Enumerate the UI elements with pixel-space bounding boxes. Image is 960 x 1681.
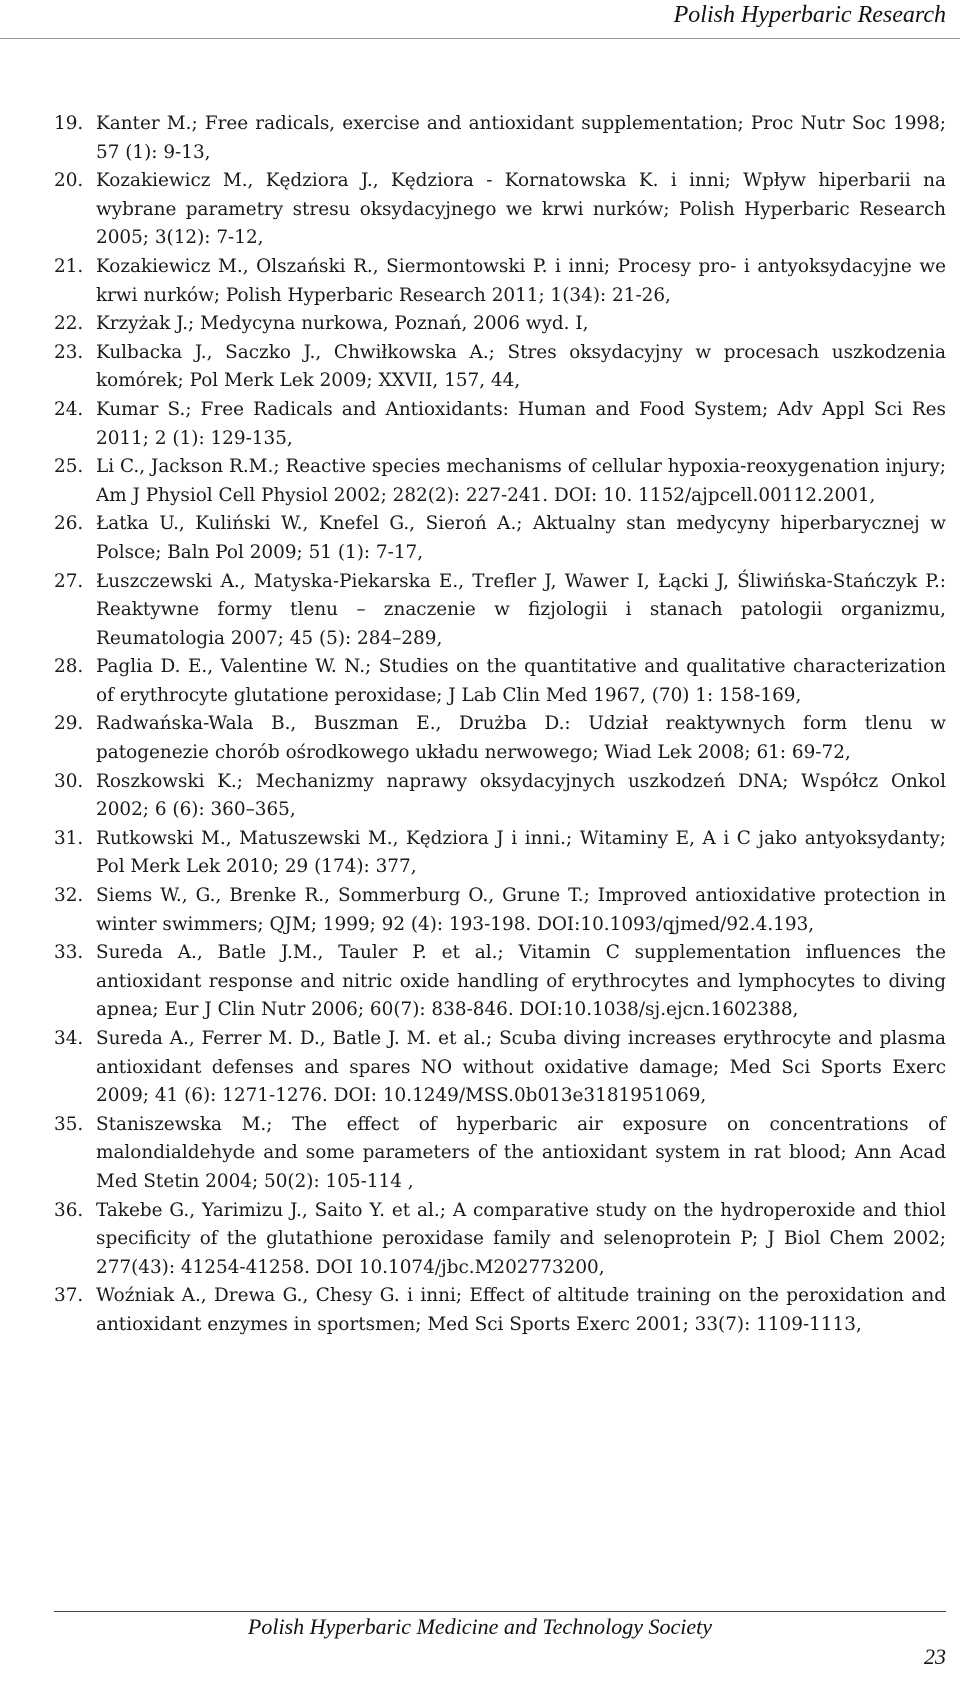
- reference-text: Roszkowski K.; Mechanizmy naprawy oksydacyjnych uszkodzeń DNA; Współcz Onkol 2002; 6 (6): 360–365,: [96, 770, 946, 821]
- reference-item: [54, 825, 946, 882]
- reference-item: [54, 882, 946, 939]
- reference-number: 35.: [54, 1113, 84, 1135]
- reference-number: 34.: [54, 1028, 84, 1049]
- reference-item: [54, 1282, 946, 1339]
- reference-number: 29.: [54, 713, 84, 735]
- reference-number: 31.: [54, 827, 84, 849]
- reference-text: Kulbacka J., Saczko J., Chwiłkowska A.; Stres oksydacyjny w procesach uszkodzenia komórek; Pol Merk Lek 2009; XXVII, 157, 44,: [96, 341, 946, 392]
- reference-item: [54, 1025, 946, 1111]
- reference-number: 24.: [54, 398, 84, 420]
- reference-number: 27.: [54, 570, 84, 592]
- reference-text: Woźniak A., Drewa G., Chesy G. i inni; Effect of altitude training on the peroxidation and antioxidant enzymes in sportsmen; Med Sci Sports Exerc 2001; 33(7): 1109-1113,: [96, 1285, 946, 1335]
- reference-item: [54, 1111, 946, 1197]
- reference-item: [54, 568, 946, 654]
- reference-number: 36.: [54, 1199, 84, 1221]
- reference-number: 23.: [54, 341, 84, 363]
- reference-number: 21.: [54, 255, 84, 277]
- reference-number: 22.: [54, 313, 84, 335]
- reference-text: Paglia D. E., Valentine W. N.; Studies on the quantitative and qualitative characterization of erythrocyte glutatione peroxidase; J Lab Clin Med 1967, (70) 1: 158-169,: [96, 656, 946, 706]
- running-head-journal-title: Polish Hyperbaric Research: [673, 2, 946, 28]
- reference-text: Sureda A., Batle J.M., Tauler P. et al.; Vitamin C supplementation influences the antioxidant response and nitric oxide handling of erythrocytes and lymphocytes to diving apnea; Eur J Clin Nutr 2006; 60(7): 838-846. DOI:10.1038/sj.ejcn.1602388,: [96, 942, 946, 1021]
- reference-item: [54, 339, 946, 396]
- reference-item: [54, 653, 946, 710]
- reference-text: Takebe G., Yarimizu J., Saito Y. et al.; A comparative study on the hydroperoxide and thiol specificity of the glutathione peroxidase family and selenoprotein P; J Biol Chem 2002; 277(43): 41254-41258. DOI 10.1074/jbc.M202773200,: [96, 1199, 946, 1278]
- reference-number: 25.: [54, 456, 84, 478]
- reference-text: Kozakiewicz M., Olszański R., Siermontowski P. i inni; Procesy pro- i antyoksydacyjne we krwi nurków; Polish Hyperbaric Research 2011; 1(34): 21-26,: [96, 255, 946, 306]
- reference-number: 28.: [54, 656, 84, 678]
- reference-item: [54, 310, 946, 339]
- reference-text: Kozakiewicz M., Kędziora J., Kędziora - Kornatowska K. i inni; Wpływ hiperbarii na wybrane parametry stresu oksydacyjnego we krwi nurków; Polish Hyperbaric Research 2005; 3(12): 7-12,: [96, 170, 946, 249]
- reference-item: [54, 253, 946, 310]
- reference-number: 33.: [54, 942, 84, 964]
- reference-text: Łuszczewski A., Matyska-Piekarska E., Trefler J, Wawer I, Łącki J, Śliwińska-Stańczyk P.: Reaktywne formy tlenu – znaczenie w fizjologii i stanach patologii organizmu, Reumatologia 2007; 45 (5): 284–289,: [96, 570, 946, 649]
- reference-number: 30.: [54, 770, 84, 792]
- reference-item: [54, 939, 946, 1025]
- reference-number: 20.: [54, 170, 84, 192]
- reference-text: Li C., Jackson R.M.; Reactive species mechanisms of cellular hypoxia-reoxygenation injury; Am J Physiol Cell Physiol 2002; 282(2): 227-241. DOI: 10. 1152/ajpcell.00112.2001,: [96, 456, 946, 506]
- reference-text: Krzyżak J.; Medycyna nurkowa, Poznań, 2006 wyd. I,: [96, 313, 589, 335]
- reference-item: [54, 710, 946, 767]
- reference-item: [54, 453, 946, 510]
- reference-item: [54, 396, 946, 453]
- reference-text: Siems W., G., Brenke R., Sommerburg O., Grune T.; Improved antioxidative protection in winter swimmers; QJM; 1999; 92 (4): 193-198. DOI:10.1093/qjmed/92.4.193,: [96, 885, 946, 935]
- reference-item: [54, 510, 946, 567]
- footer-divider: [54, 1611, 946, 1612]
- reference-number: 19.: [54, 113, 84, 134]
- reference-text: Sureda A., Ferrer M. D., Batle J. M. et al.; Scuba diving increases erythrocyte and plasma antioxidant defenses and spares NO without oxidative damage; Med Sci Sports Exerc 2009; 41 (6): 1271-1276. DOI: 10.1249/MSS.0b013e3181951069,: [96, 1028, 946, 1107]
- reference-text: Rutkowski M., Matuszewski M., Kędziora J i inni.; Witaminy E, A i C jako antyoksydanty; Pol Merk Lek 2010; 29 (174): 377,: [96, 827, 946, 878]
- header-divider: [0, 38, 960, 39]
- reference-number: 37.: [54, 1285, 84, 1307]
- reference-item: [54, 768, 946, 825]
- reference-text: Kumar S.; Free Radicals and Antioxidants: Human and Food System; Adv Appl Sci Res 2011; 2 (1): 129-135,: [96, 398, 946, 449]
- reference-text: Łatka U., Kuliński W., Knefel G., Sieroń A.; Aktualny stan medycyny hiperbarycznej w Polsce; Baln Pol 2009; 51 (1): 7-17,: [96, 513, 946, 563]
- footer-society-name: Polish Hyperbaric Medicine and Technology Society: [247, 1614, 713, 1639]
- reference-text: Radwańska-Wala B., Buszman E., Drużba D.: Udział reaktywnych form tlenu w patogenezie chorób ośrodkowego układu nerwowego; Wiad Lek 2008; 61: 69-72,: [96, 713, 946, 764]
- reference-text: Kanter M.; Free radicals, exercise and antioxidant supplementation; Proc Nutr Soc 1998; 57 (1): 9-13,: [96, 113, 946, 163]
- reference-item: [54, 110, 946, 167]
- reference-list: [54, 110, 946, 1340]
- reference-number: 32.: [54, 885, 84, 907]
- reference-item: [54, 1197, 946, 1283]
- reference-text: Staniszewska M.; The effect of hyperbaric air exposure on concentrations of malondialdehyde and some parameters of the antioxidant system in rat blood; Ann Acad Med Stetin 2004; 50(2): 105-114 ,: [96, 1113, 946, 1192]
- reference-item: [54, 167, 946, 253]
- reference-number: 26.: [54, 513, 84, 535]
- page-number: 23: [924, 1644, 946, 1669]
